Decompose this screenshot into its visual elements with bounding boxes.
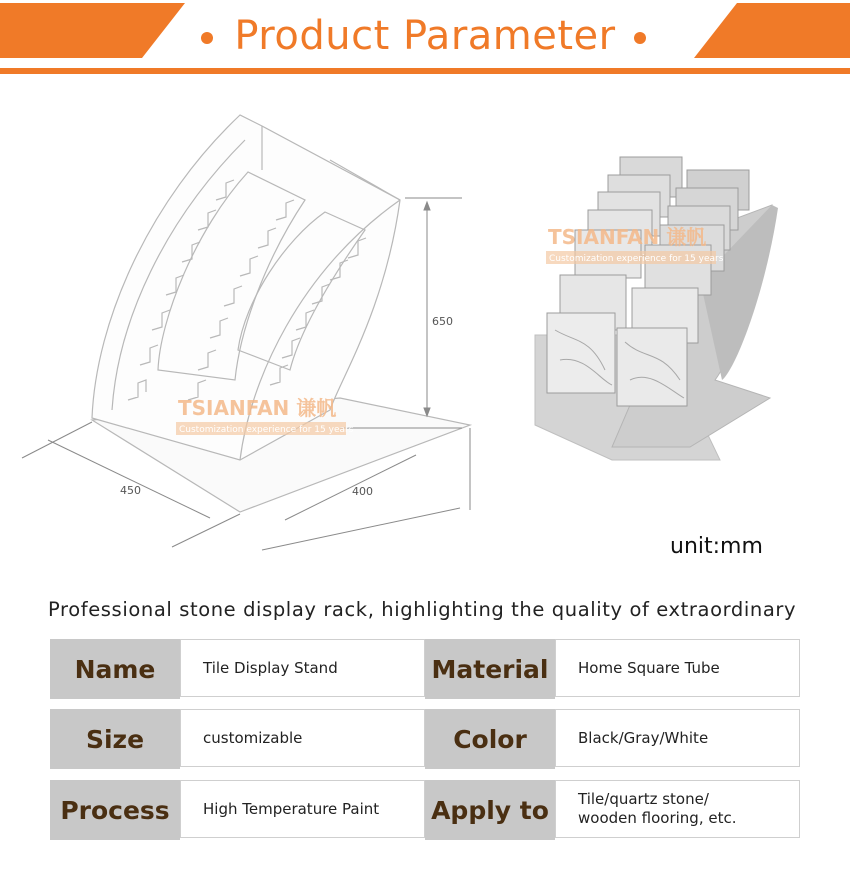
product-illustration (0, 80, 850, 580)
header-banner (0, 0, 850, 78)
dimension-width-label: 450 (120, 484, 141, 497)
spec-value-size-text: customizable (203, 728, 303, 747)
dimension-depth-label: 400 (352, 485, 373, 498)
spec-label-material: Material (425, 639, 555, 699)
spec-value-size (180, 709, 425, 767)
page-title: Product Parameter (234, 13, 616, 59)
spec-label-size: Size (50, 709, 180, 769)
spec-value-name-text: Tile Display Stand (203, 658, 338, 677)
spec-value-name (180, 639, 425, 697)
unit-label: unit:mm (670, 534, 763, 559)
spec-row-process (50, 780, 800, 840)
spec-value-material (555, 639, 800, 697)
watermark-brand-left: TSIANFAN 谦帆 (178, 396, 337, 420)
spec-value-process (180, 780, 425, 838)
spec-value-process-text: High Temperature Paint (203, 799, 380, 818)
watermark-tagline-left: Customization experience for 15 years (179, 425, 354, 435)
spec-value-color (555, 709, 800, 767)
spec-label-color: Color (425, 709, 555, 769)
spec-label-process: Process (50, 780, 180, 840)
spec-label-name: Name (50, 639, 180, 699)
rack-line-drawing (92, 115, 470, 512)
spec-label-apply-to: Apply to (425, 780, 555, 840)
dimension-height-label: 650 (432, 315, 453, 328)
watermark-tagline-right: Customization experience for 15 years (549, 254, 724, 264)
spec-value-material-text: Home Square Tube (578, 658, 720, 677)
rack-product-photo (535, 157, 778, 460)
spec-value-apply-to-text: Tile/quartz stone/ wooden flooring, etc. (578, 790, 737, 827)
banner-underline (0, 68, 850, 74)
product-figure (0, 80, 850, 580)
spec-value-apply-to (555, 780, 800, 838)
spec-row-size (50, 709, 800, 769)
product-tagline: Professional stone display rack, highlighting the quality of extraordinary (48, 598, 797, 621)
spec-row-name (50, 639, 800, 699)
watermark-brand-right: TSIANFAN 谦帆 (548, 225, 707, 249)
spec-value-color-text: Black/Gray/White (578, 728, 709, 747)
